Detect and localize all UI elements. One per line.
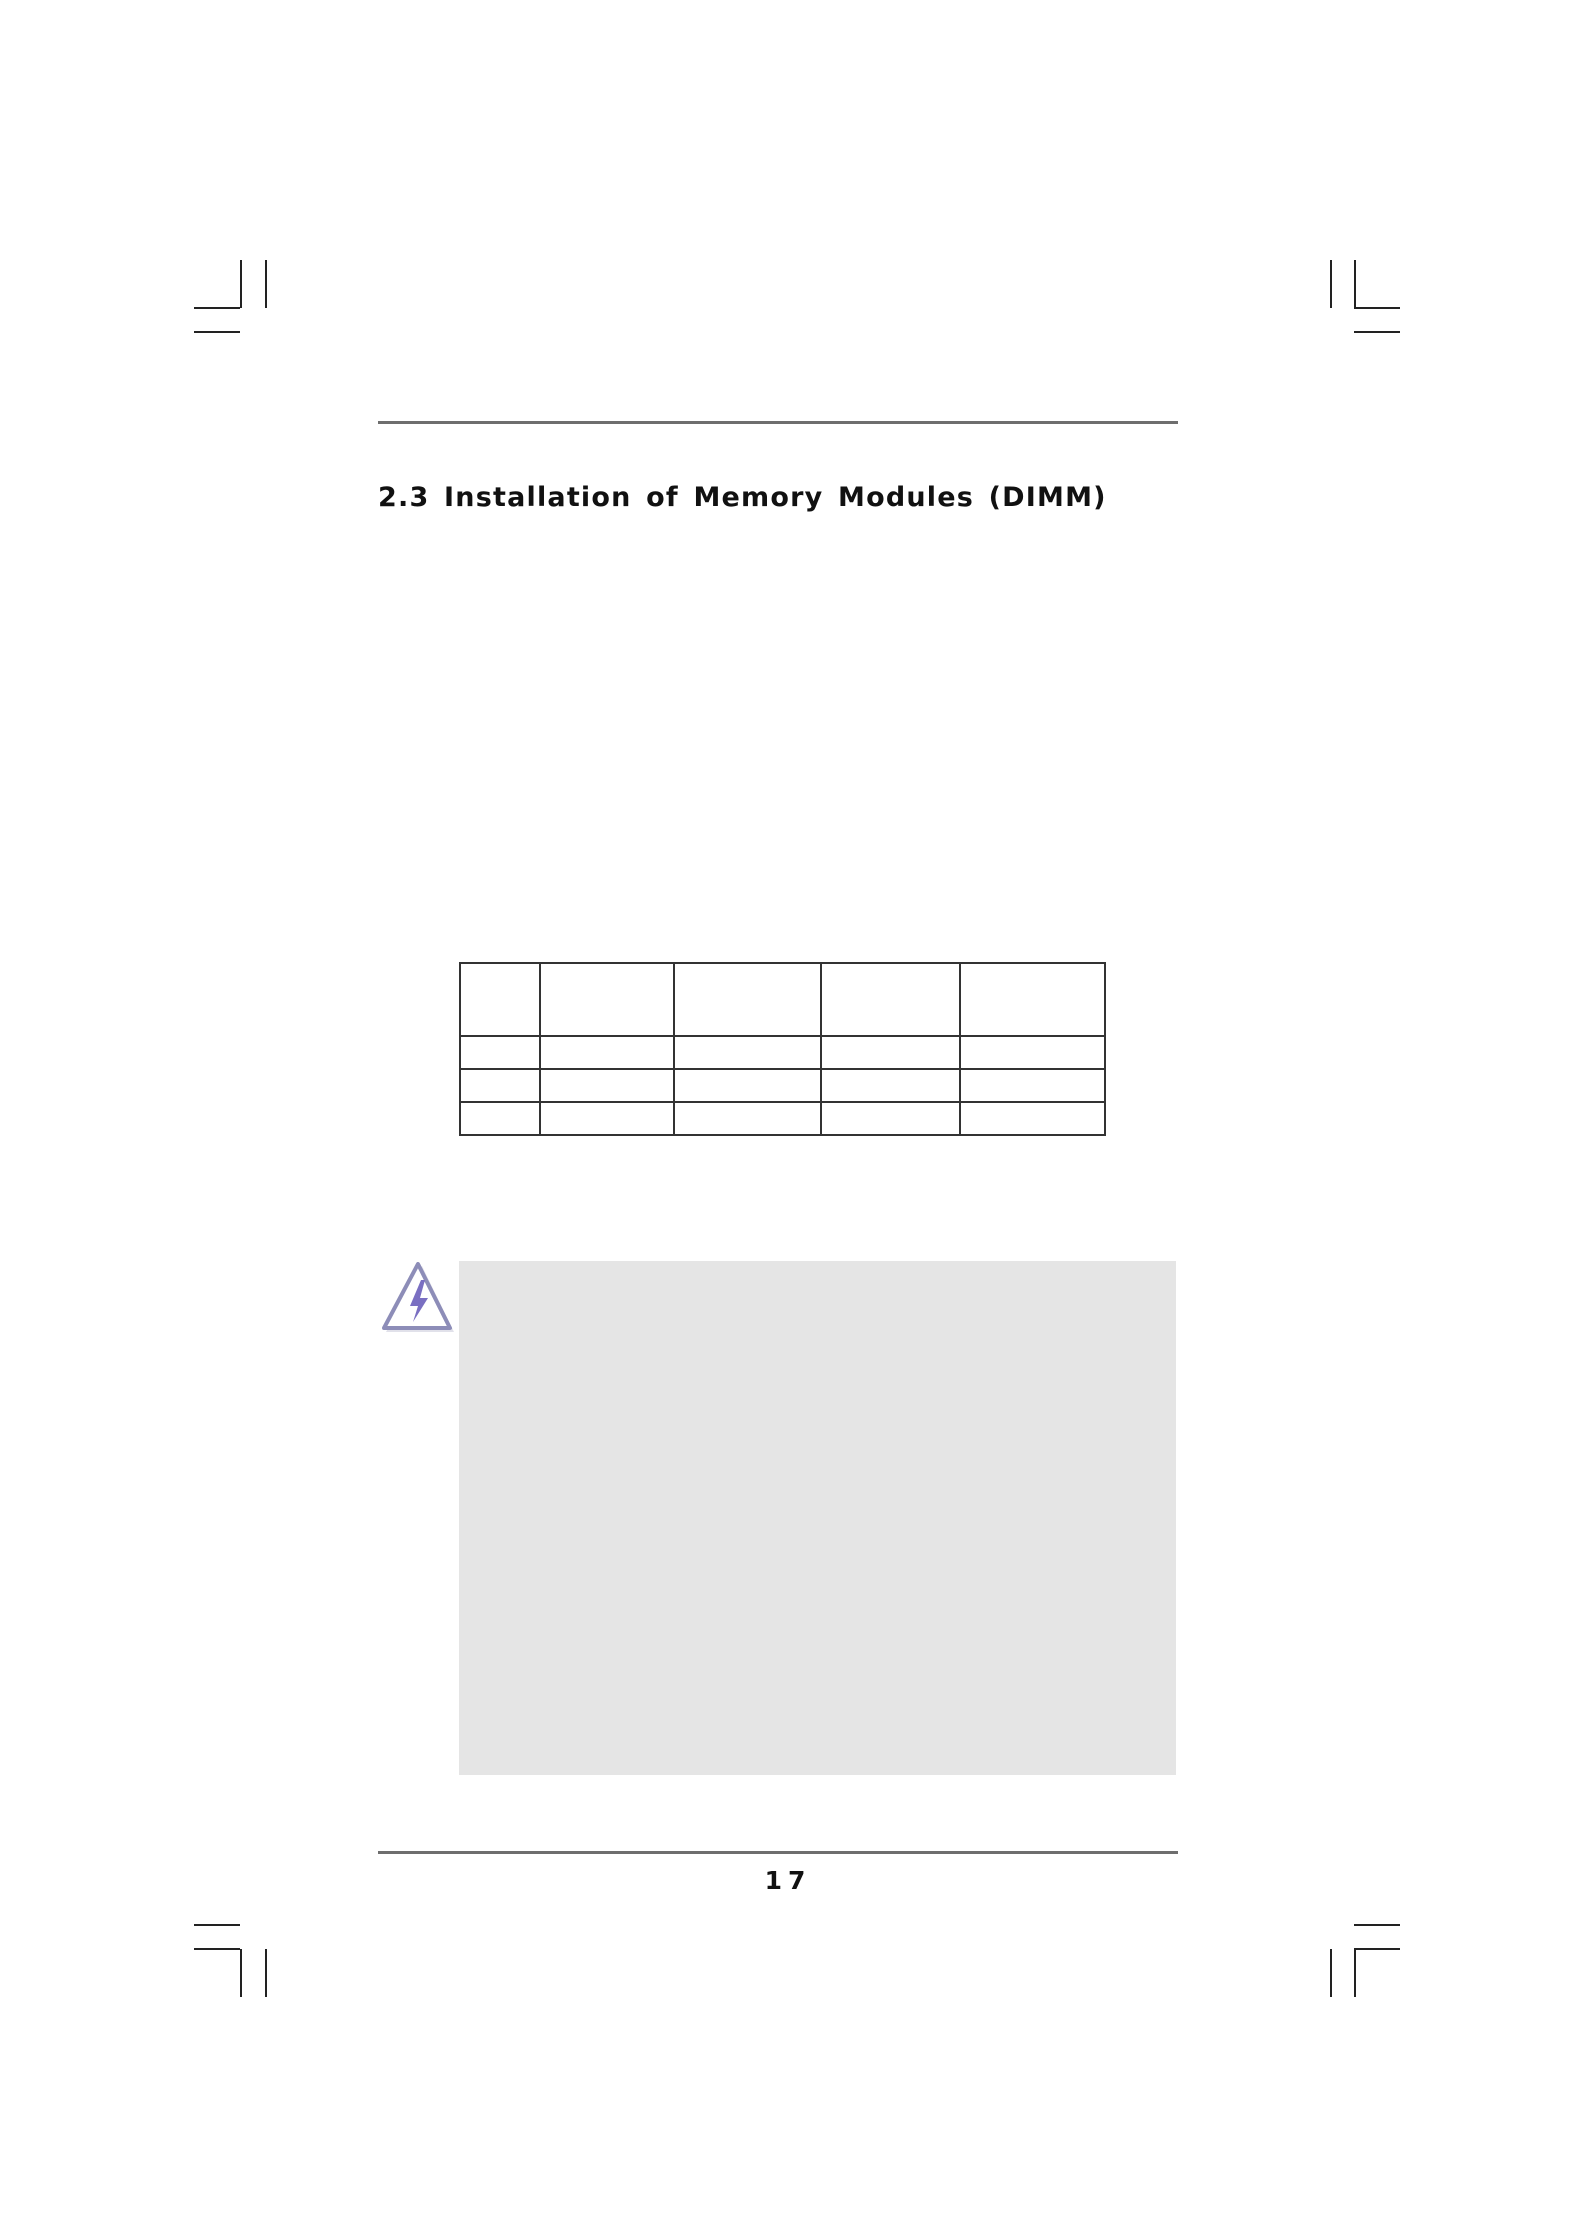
table-cell xyxy=(960,1036,1105,1069)
crop-mark xyxy=(194,1924,240,1926)
table-cell xyxy=(540,1036,674,1069)
table-cell xyxy=(821,1069,960,1102)
table-header-row xyxy=(460,963,1105,1036)
page-number: 17 xyxy=(764,1866,812,1895)
table-cell xyxy=(540,1069,674,1102)
memory-config-table xyxy=(459,962,1106,1136)
table-header-cell xyxy=(960,963,1105,1036)
table-cell xyxy=(460,1036,540,1069)
crop-mark xyxy=(240,1949,242,1997)
crop-mark xyxy=(265,260,267,308)
table-cell xyxy=(821,1102,960,1135)
table-cell xyxy=(674,1102,821,1135)
table-cell xyxy=(460,1102,540,1135)
crop-mark xyxy=(1354,1949,1356,1997)
crop-mark xyxy=(1354,260,1356,308)
crop-mark xyxy=(1354,307,1400,309)
crop-mark xyxy=(1354,331,1400,333)
crop-mark xyxy=(194,307,240,309)
table-cell xyxy=(821,1036,960,1069)
caution-lightning-icon xyxy=(378,1262,458,1338)
table-header-cell xyxy=(540,963,674,1036)
crop-mark xyxy=(194,331,240,333)
table-cell xyxy=(674,1036,821,1069)
header-rule xyxy=(378,421,1178,424)
crop-mark xyxy=(1354,1948,1400,1950)
crop-mark xyxy=(1330,1949,1332,1997)
footer-rule xyxy=(378,1851,1178,1854)
table-cell xyxy=(674,1069,821,1102)
crop-mark xyxy=(1330,260,1332,308)
crop-mark xyxy=(265,1949,267,1997)
table-row xyxy=(460,1036,1105,1069)
table-cell xyxy=(460,1069,540,1102)
caution-note-box xyxy=(459,1261,1176,1775)
table-header-cell xyxy=(460,963,540,1036)
table-row xyxy=(460,1069,1105,1102)
crop-mark xyxy=(194,1948,240,1950)
crop-mark xyxy=(240,260,242,308)
table-cell xyxy=(960,1069,1105,1102)
section-title: 2.3 Installation of Memory Modules (DIMM) xyxy=(378,482,1107,513)
table-header-cell xyxy=(821,963,960,1036)
table-cell xyxy=(960,1102,1105,1135)
memory-table xyxy=(459,962,1106,1136)
table-row xyxy=(460,1102,1105,1135)
table-header-cell xyxy=(674,963,821,1036)
table-cell xyxy=(540,1102,674,1135)
crop-mark xyxy=(1354,1924,1400,1926)
